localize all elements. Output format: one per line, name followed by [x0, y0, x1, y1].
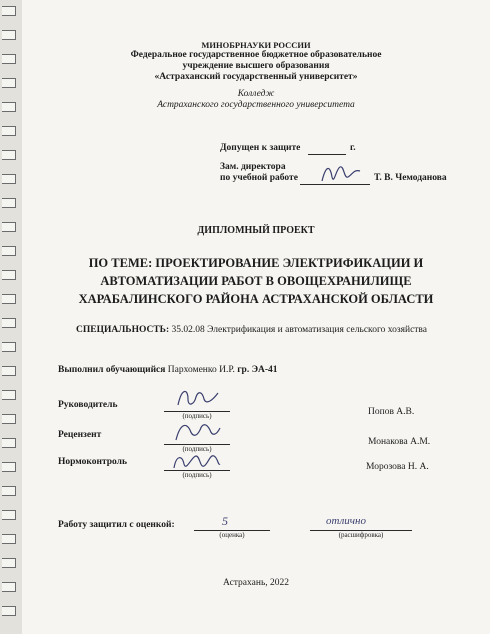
specialty-value: 35.02.08 Электрификация и автоматизация сельского хозяйства: [171, 325, 428, 335]
grade-word-caption: (расшифровка): [338, 531, 384, 539]
normcontrol-sign-caption: (подпись): [182, 471, 212, 479]
reviewer-signature: [172, 418, 222, 446]
grade-value-caption: (оценка): [219, 531, 245, 539]
supervisor-sign-caption: (подпись): [182, 412, 212, 420]
supervisor-name: Попов А.В.: [368, 407, 415, 417]
deputy-name: Т. В. Чемоданова: [374, 173, 447, 183]
grade-label: Работу защитил с оценкой:: [58, 520, 175, 530]
topic-line1: ПО ТЕМЕ: ПРОЕКТИРОВАНИЕ ЭЛЕКТРИФИКАЦИИ И: [88, 256, 424, 270]
grade-value: 5: [222, 514, 228, 528]
student-group: гр. ЭА-41: [237, 365, 278, 375]
reviewer-role: Рецензент: [58, 430, 102, 440]
normcontrol-name: Морозова Н. А.: [366, 462, 429, 472]
admitted-label: Допущен к защите: [220, 143, 301, 153]
topic-line3: ХАРАБАЛИНСКОГО РАЙОНА АСТРАХАНСКОЙ ОБЛАСТИ: [78, 292, 434, 306]
ministry: МИНОБРНАУКИ РОССИИ: [201, 40, 311, 50]
reviewer-name: Монакова А.М.: [368, 437, 431, 447]
university-name: «Астраханский государственный университет»: [154, 72, 358, 82]
normcontrol-role: Нормоконтроль: [58, 457, 127, 467]
year-suffix: г.: [350, 143, 356, 153]
topic-line2: АВТОМАТИЗАЦИИ РАБОТ В ОВОЩЕХРАНИЛИЩЕ: [100, 274, 412, 288]
document-type: ДИПЛОМНЫЙ ПРОЕКТ: [197, 225, 315, 236]
specialty-line: [76, 325, 427, 335]
student-name: Пархоменко И.Р.: [167, 365, 235, 375]
deputy-title: Зам. директора: [220, 162, 286, 172]
reviewer-sign-caption: (подпись): [182, 445, 212, 453]
college-line1: Колледж: [237, 89, 275, 99]
city-year: Астрахань, 2022: [222, 578, 290, 588]
deputy-signature: [318, 161, 364, 187]
institution-line1: Федеральное государственное бюджетное образовательное: [130, 50, 382, 60]
student-line: [58, 365, 278, 375]
specialty-label: СПЕЦИАЛЬНОСТЬ:: [76, 325, 170, 335]
college-line2: Астраханского государственного университета: [157, 100, 355, 110]
grade-word: отлично: [326, 515, 366, 527]
supervisor-signature: [172, 385, 222, 411]
institution-line2: учреждение высшего образования: [182, 61, 330, 71]
student-label: Выполнил обучающийся: [58, 365, 166, 375]
spiral-binding: [0, 0, 22, 634]
supervisor-role: Руководитель: [58, 400, 118, 410]
deputy-subtitle: по учебной работе: [220, 173, 298, 183]
title-page: [22, 0, 490, 634]
